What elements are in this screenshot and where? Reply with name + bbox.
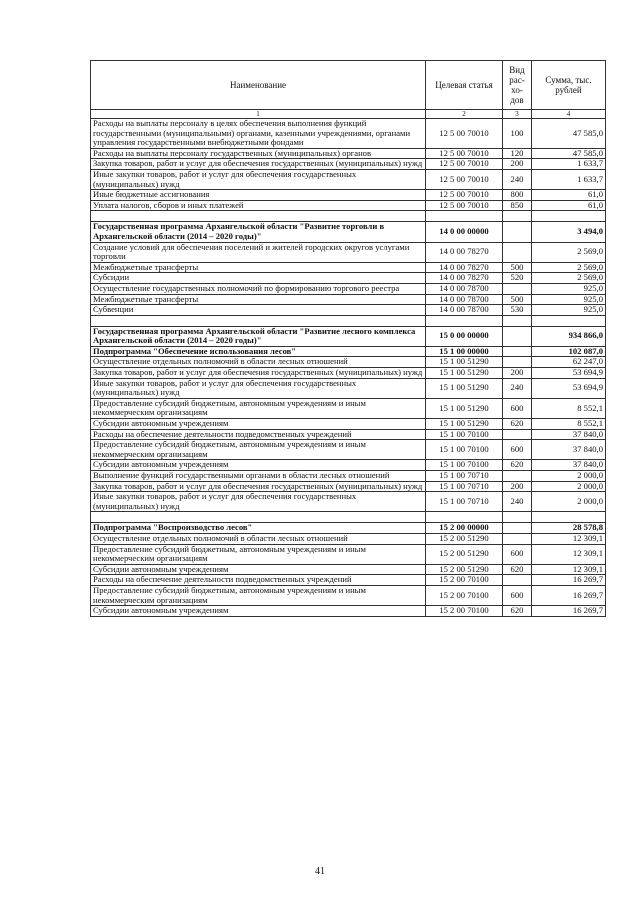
row-type-cell xyxy=(503,471,532,482)
row-type-cell: 200 xyxy=(503,481,532,492)
row-code-cell: 15 1 00 51290 xyxy=(426,368,503,379)
row-type-cell: 120 xyxy=(503,148,532,159)
budget-table-container xyxy=(90,60,603,617)
row-sum-cell: 61,0 xyxy=(532,200,606,211)
row-sum-cell: 37 840,0 xyxy=(532,460,606,471)
row-sum-cell: 8 552,1 xyxy=(532,398,606,418)
row-sum-cell: 102 087,0 xyxy=(532,346,606,357)
row-type-cell: 520 xyxy=(503,273,532,284)
row-type-cell: 200 xyxy=(503,368,532,379)
spacer-row xyxy=(91,512,606,523)
row-sum-cell: 53 694,9 xyxy=(532,368,606,379)
table-row xyxy=(91,481,606,492)
row-code-cell: 15 2 00 51290 xyxy=(426,544,503,564)
row-sum-cell: 47 585,0 xyxy=(532,148,606,159)
row-name-cell: Расходы на обеспечение деятельности подведомственных учреждений xyxy=(91,429,426,440)
row-name-cell: Расходы на обеспечение деятельности подведомственных учреждений xyxy=(91,575,426,586)
table-row xyxy=(91,544,606,564)
row-code-cell: 15 1 00 51290 xyxy=(426,357,503,368)
row-name-cell: Субсидии xyxy=(91,273,426,284)
table-row xyxy=(91,585,606,605)
row-code-cell: 15 1 00 51290 xyxy=(426,419,503,430)
row-sum-cell: 12 309,1 xyxy=(532,533,606,544)
row-code-cell: 15 2 00 51290 xyxy=(426,564,503,575)
row-name-cell: Субсидии автономным учреждениям xyxy=(91,564,426,575)
row-sum-cell: 2 569,0 xyxy=(532,262,606,273)
table-row xyxy=(91,492,606,512)
row-type-cell xyxy=(503,357,532,368)
row-sum-cell: 47 585,0 xyxy=(532,119,606,149)
table-row xyxy=(91,169,606,189)
row-name-cell: Субвенции xyxy=(91,305,426,316)
row-code-cell: 15 1 00 51290 xyxy=(426,378,503,398)
row-code-cell: 15 2 00 51290 xyxy=(426,533,503,544)
table-row xyxy=(91,346,606,357)
row-code-cell: 12 5 00 70010 xyxy=(426,200,503,211)
table-row xyxy=(91,460,606,471)
row-sum-cell: 12 309,1 xyxy=(532,544,606,564)
table-row xyxy=(91,283,606,294)
row-sum-cell: 2 000,0 xyxy=(532,471,606,482)
table-row xyxy=(91,523,606,534)
table-row xyxy=(91,575,606,586)
row-code-cell: 15 2 00 00000 xyxy=(426,523,503,534)
table-row xyxy=(91,242,606,262)
row-code-cell: 15 1 00 70710 xyxy=(426,492,503,512)
budget-table xyxy=(90,60,606,617)
table-row xyxy=(91,357,606,368)
row-type-cell: 850 xyxy=(503,200,532,211)
row-name-cell: Расходы на выплаты персоналу в целях обеспечения выполнения функций государственными (муниципальными) органами, казенными учреждениями, органами управления государственными внебюджетными фондами xyxy=(91,119,426,149)
row-code-cell xyxy=(426,211,503,222)
row-type-cell: 240 xyxy=(503,169,532,189)
row-code-cell: 14 0 00 78270 xyxy=(426,273,503,284)
row-name-cell: Подпрограмма "Обеспечение использования лесов" xyxy=(91,346,426,357)
row-name-cell: Расходы на выплаты персоналу государственных (муниципальных) органов xyxy=(91,148,426,159)
header-sum: Сумма, тыс. рублей xyxy=(532,61,606,110)
table-row xyxy=(91,429,606,440)
row-code-cell: 12 5 00 70010 xyxy=(426,148,503,159)
row-code-cell xyxy=(426,315,503,326)
row-name-cell: Субсидии автономным учреждениям xyxy=(91,419,426,430)
row-type-cell xyxy=(503,242,532,262)
spacer-row xyxy=(91,315,606,326)
row-sum-cell xyxy=(532,211,606,222)
header-code: Целевая статья xyxy=(426,61,503,110)
table-row xyxy=(91,305,606,316)
table-row xyxy=(91,200,606,211)
column-number: 4 xyxy=(532,110,606,119)
row-code-cell: 14 0 00 78700 xyxy=(426,283,503,294)
row-code-cell: 15 1 00 70710 xyxy=(426,471,503,482)
budget-table-body xyxy=(91,61,606,617)
row-sum-cell: 12 309,1 xyxy=(532,564,606,575)
row-sum-cell: 16 269,7 xyxy=(532,575,606,586)
table-row xyxy=(91,262,606,273)
row-sum-cell: 1 633,7 xyxy=(532,159,606,170)
row-name-cell: Осуществление отдельных полномочий в области лесных отношений xyxy=(91,533,426,544)
row-type-cell: 620 xyxy=(503,419,532,430)
row-type-cell: 600 xyxy=(503,398,532,418)
row-name-cell: Предоставление субсидий бюджетным, автономным учреждениям и иным некоммерческим организациям xyxy=(91,544,426,564)
row-type-cell xyxy=(503,211,532,222)
spacer-row xyxy=(91,211,606,222)
row-type-cell: 800 xyxy=(503,190,532,201)
row-sum-cell: 37 840,0 xyxy=(532,429,606,440)
row-name-cell: Межбюджетные трансферты xyxy=(91,294,426,305)
row-sum-cell: 28 578,8 xyxy=(532,523,606,534)
row-type-cell: 600 xyxy=(503,544,532,564)
row-name-cell: Предоставление субсидий бюджетным, автономным учреждениям и иным некоммерческим организациям xyxy=(91,585,426,605)
table-row xyxy=(91,440,606,460)
row-type-cell xyxy=(503,283,532,294)
row-sum-cell: 2 569,0 xyxy=(532,273,606,284)
row-sum-cell: 8 552,1 xyxy=(532,419,606,430)
row-type-cell xyxy=(503,429,532,440)
row-sum-cell: 1 633,7 xyxy=(532,169,606,189)
table-row xyxy=(91,222,606,242)
row-code-cell: 12 5 00 70010 xyxy=(426,119,503,149)
row-name-cell: Иные закупки товаров, работ и услуг для обеспечения государственных (муниципальных) нужд xyxy=(91,378,426,398)
row-name-cell: Иные закупки товаров, работ и услуг для обеспечения государственных (муниципальных) нужд xyxy=(91,492,426,512)
table-row xyxy=(91,190,606,201)
row-type-cell xyxy=(503,315,532,326)
table-row xyxy=(91,533,606,544)
row-code-cell: 15 2 00 70100 xyxy=(426,575,503,586)
row-code-cell: 14 0 00 78270 xyxy=(426,262,503,273)
row-name-cell xyxy=(91,315,426,326)
row-code-cell: 15 1 00 70710 xyxy=(426,481,503,492)
row-name-cell xyxy=(91,211,426,222)
row-type-cell xyxy=(503,326,532,346)
row-name-cell: Иные закупки товаров, работ и услуг для обеспечения государственных (муниципальных) нужд xyxy=(91,169,426,189)
row-code-cell: 15 2 00 70100 xyxy=(426,585,503,605)
row-code-cell: 14 0 00 78270 xyxy=(426,242,503,262)
row-type-cell: 620 xyxy=(503,460,532,471)
row-name-cell: Межбюджетные трансферты xyxy=(91,262,426,273)
row-type-cell: 240 xyxy=(503,492,532,512)
row-code-cell: 12 5 00 70010 xyxy=(426,159,503,170)
table-row xyxy=(91,119,606,149)
row-name-cell: Закупка товаров, работ и услуг для обеспечения государственных (муниципальных) нужд xyxy=(91,481,426,492)
table-row xyxy=(91,378,606,398)
column-number: 3 xyxy=(503,110,532,119)
row-type-cell: 240 xyxy=(503,378,532,398)
row-name-cell: Осуществление государственных полномочий по формированию торгового реестра xyxy=(91,283,426,294)
row-type-cell: 620 xyxy=(503,564,532,575)
row-sum-cell xyxy=(532,512,606,523)
row-name-cell: Создание условий для обеспечения поселений и жителей городских округов услугами торговли xyxy=(91,242,426,262)
row-type-cell xyxy=(503,575,532,586)
row-type-cell xyxy=(503,512,532,523)
row-sum-cell: 2 000,0 xyxy=(532,481,606,492)
row-code-cell: 15 1 00 70100 xyxy=(426,460,503,471)
row-name-cell: Выполнение функций государственными органами в области лесных отношений xyxy=(91,471,426,482)
row-name-cell: Закупка товаров, работ и услуг для обеспечения государственных (муниципальных) нужд xyxy=(91,368,426,379)
row-name-cell: Субсидии автономным учреждениям xyxy=(91,606,426,617)
row-name-cell: Закупка товаров, работ и услуг для обеспечения государственных (муниципальных) нужд xyxy=(91,159,426,170)
table-row xyxy=(91,294,606,305)
row-name-cell: Субсидии автономным учреждениям xyxy=(91,460,426,471)
table-header-row xyxy=(91,61,606,110)
table-row xyxy=(91,419,606,430)
row-sum-cell: 3 494,0 xyxy=(532,222,606,242)
row-name-cell: Предоставление субсидий бюджетным, автономным учреждениям и иным некоммерческим организациям xyxy=(91,440,426,460)
row-type-cell: 500 xyxy=(503,294,532,305)
row-type-cell: 100 xyxy=(503,119,532,149)
column-number: 2 xyxy=(426,110,503,119)
row-type-cell: 600 xyxy=(503,585,532,605)
row-sum-cell xyxy=(532,315,606,326)
row-sum-cell: 2 569,0 xyxy=(532,242,606,262)
row-name-cell: Иные бюджетные ассигнования xyxy=(91,190,426,201)
row-type-cell xyxy=(503,222,532,242)
table-row xyxy=(91,398,606,418)
table-row xyxy=(91,368,606,379)
row-sum-cell: 925,0 xyxy=(532,294,606,305)
header-type: Вид рас- хо- дов xyxy=(503,61,532,110)
row-code-cell: 15 1 00 00000 xyxy=(426,346,503,357)
row-type-cell xyxy=(503,523,532,534)
column-number-row xyxy=(91,110,606,119)
row-name-cell: Государственная программа Архангельской области "Развитие торговли в Архангельской области (2014 – 2020 годы)" xyxy=(91,222,426,242)
table-row xyxy=(91,564,606,575)
row-type-cell: 620 xyxy=(503,606,532,617)
row-code-cell: 15 2 00 70100 xyxy=(426,606,503,617)
row-code-cell: 14 0 00 78700 xyxy=(426,294,503,305)
row-code-cell: 14 0 00 78700 xyxy=(426,305,503,316)
row-sum-cell: 925,0 xyxy=(532,283,606,294)
row-type-cell: 530 xyxy=(503,305,532,316)
table-row xyxy=(91,148,606,159)
row-name-cell: Подпрограмма "Воспроизводство лесов" xyxy=(91,523,426,534)
row-sum-cell: 16 269,7 xyxy=(532,585,606,605)
header-name: Наименование xyxy=(91,61,426,110)
row-name-cell: Государственная программа Архангельской области "Развитие лесного комплекса Архангельской области (2014 – 2020 годы)" xyxy=(91,326,426,346)
row-code-cell: 15 1 00 70100 xyxy=(426,429,503,440)
row-name-cell: Уплата налогов, сборов и иных платежей xyxy=(91,200,426,211)
row-type-cell: 500 xyxy=(503,262,532,273)
table-row xyxy=(91,273,606,284)
row-code-cell xyxy=(426,512,503,523)
row-code-cell: 15 1 00 51290 xyxy=(426,398,503,418)
page-number: 41 xyxy=(315,866,325,877)
row-code-cell: 12 5 00 70010 xyxy=(426,190,503,201)
table-row xyxy=(91,159,606,170)
row-sum-cell: 925,0 xyxy=(532,305,606,316)
row-code-cell: 12 5 00 70010 xyxy=(426,169,503,189)
row-sum-cell: 2 000,0 xyxy=(532,492,606,512)
row-sum-cell: 61,0 xyxy=(532,190,606,201)
row-code-cell: 14 0 00 00000 xyxy=(426,222,503,242)
row-type-cell xyxy=(503,346,532,357)
row-name-cell: Осуществление отдельных полномочий в области лесных отношений xyxy=(91,357,426,368)
row-name-cell xyxy=(91,512,426,523)
row-type-cell: 200 xyxy=(503,159,532,170)
column-number: 1 xyxy=(91,110,426,119)
row-code-cell: 15 0 00 00000 xyxy=(426,326,503,346)
row-sum-cell: 934 866,0 xyxy=(532,326,606,346)
row-code-cell: 15 1 00 70100 xyxy=(426,440,503,460)
row-sum-cell: 37 840,0 xyxy=(532,440,606,460)
table-row xyxy=(91,326,606,346)
row-sum-cell: 53 694,9 xyxy=(532,378,606,398)
table-row xyxy=(91,471,606,482)
table-row xyxy=(91,606,606,617)
row-sum-cell: 16 269,7 xyxy=(532,606,606,617)
row-name-cell: Предоставление субсидий бюджетным, автономным учреждениям и иным некоммерческим организациям xyxy=(91,398,426,418)
row-sum-cell: 62 247,0 xyxy=(532,357,606,368)
row-type-cell xyxy=(503,533,532,544)
row-type-cell: 600 xyxy=(503,440,532,460)
